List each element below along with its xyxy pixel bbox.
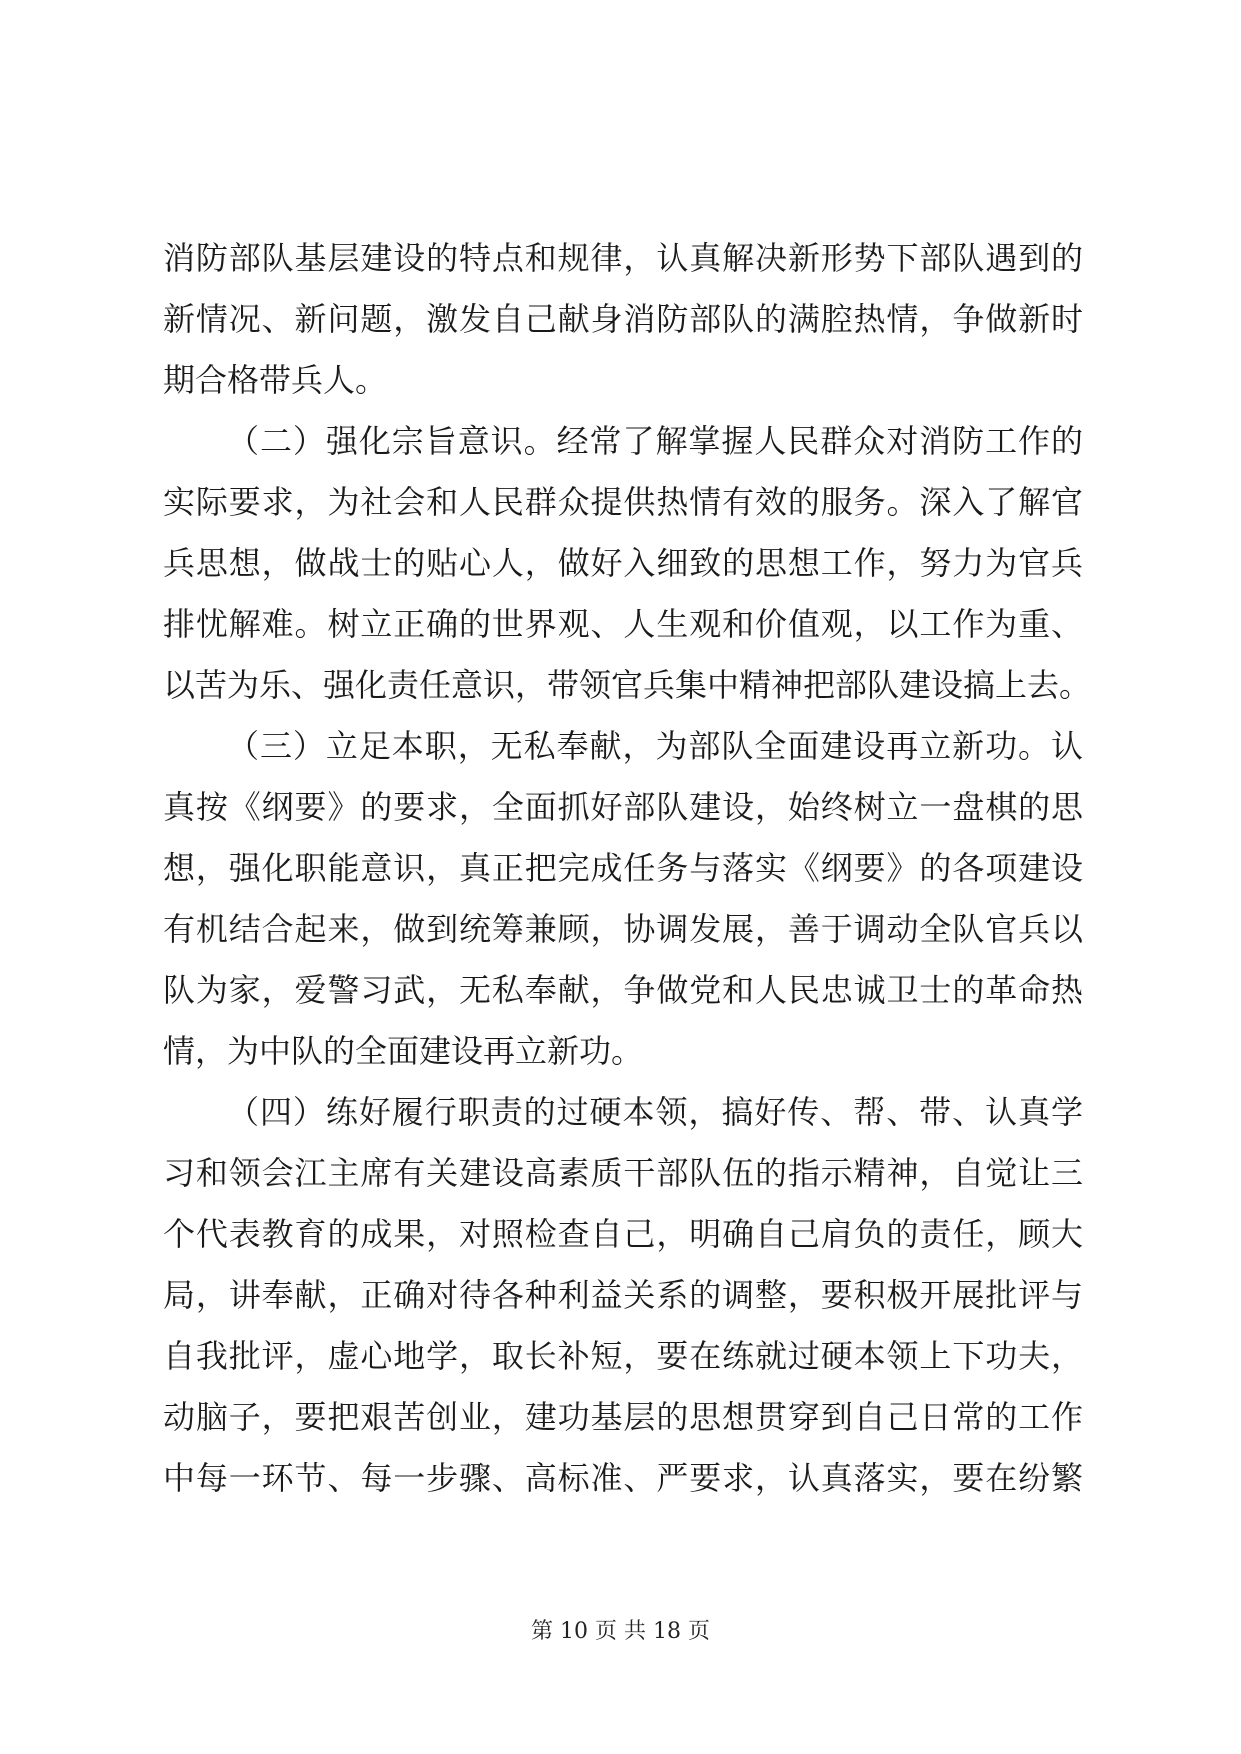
text-line: 真按《纲要》的要求，全面抓好部队建设，始终树立一盘棋的思 bbox=[163, 788, 1083, 826]
paragraph-section-4 bbox=[163, 1082, 1083, 1509]
text-line: 个代表教育的成果，对照检查自己，明确自己肩负的责任，顾大 bbox=[163, 1215, 1083, 1253]
text-line: 习和领会江主席有关建设高素质干部队伍的指示精神，自觉让三 bbox=[163, 1154, 1083, 1192]
document-body bbox=[163, 228, 1092, 1509]
text-line: （二）强化宗旨意识。经常了解掌握人民群众对消防工作的 bbox=[227, 422, 1083, 460]
text-line: （三）立足本职，无私奉献，为部队全面建设再立新功。认 bbox=[227, 727, 1083, 765]
text-line: 消防部队基层建设的特点和规律，认真解决新形势下部队遇到的 bbox=[163, 239, 1083, 277]
paragraph bbox=[163, 228, 1083, 411]
text-line: 想，强化职能意识，真正把完成任务与落实《纲要》的各项建设 bbox=[163, 849, 1083, 887]
text-line: 兵思想，做战士的贴心人，做好入细致的思想工作，努力为官兵 bbox=[163, 544, 1083, 582]
text-line: 自我批评，虚心地学，取长补短，要在练就过硬本领上下功夫， bbox=[163, 1337, 1083, 1375]
text-line: 排忧解难。树立正确的世界观、人生观和价值观，以工作为重、 bbox=[163, 605, 1083, 643]
text-line: 期合格带兵人。 bbox=[163, 361, 388, 399]
text-line: 有机结合起来，做到统筹兼顾，协调发展，善于调动全队官兵以 bbox=[163, 910, 1083, 948]
text-line: 以苦为乐、强化责任意识，带领官兵集中精神把部队建设搞上去。 bbox=[163, 666, 1092, 704]
text-line: 局，讲奉献，正确对待各种利益关系的调整，要积极开展批评与 bbox=[163, 1276, 1083, 1314]
text-line: 动脑子，要把艰苦创业，建功基层的思想贯穿到自己日常的工作 bbox=[163, 1398, 1083, 1436]
text-line: （四）练好履行职责的过硬本领，搞好传、帮、带、认真学 bbox=[227, 1093, 1083, 1131]
paragraph-section-3 bbox=[163, 716, 1083, 1082]
text-line: 实际要求，为社会和人民群众提供热情有效的服务。深入了解官 bbox=[163, 483, 1083, 521]
text-line: 队为家，爱警习武，无私奉献，争做党和人民忠诚卫士的革命热 bbox=[163, 971, 1083, 1009]
text-line: 新情况、新问题，激发自己献身消防部队的满腔热情，争做新时 bbox=[163, 300, 1083, 338]
paragraph-section-2 bbox=[163, 411, 1092, 716]
page-number-footer: 第 10 页 共 18 页 bbox=[531, 1619, 710, 1644]
text-line: 情，为中队的全面建设再立新功。 bbox=[163, 1032, 644, 1070]
text-line: 中每一环节、每一步骤、高标准、严要求，认真落实，要在纷繁 bbox=[163, 1459, 1083, 1497]
